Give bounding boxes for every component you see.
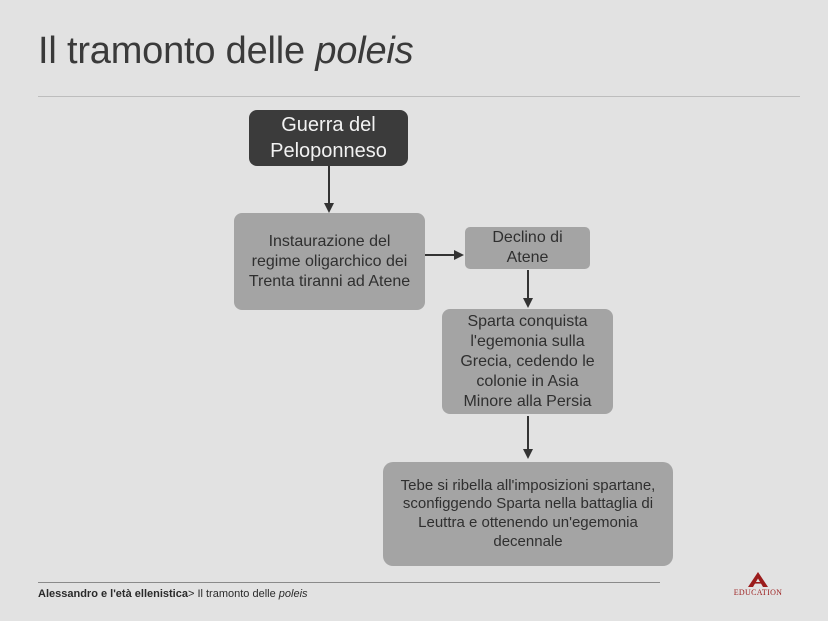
- footer-divider: [38, 582, 660, 583]
- footer-page-italic: poleis: [278, 588, 308, 600]
- footer-section: Alessandro e l'età ellenistica: [38, 588, 188, 600]
- node-label: Guerra del Peloponneso: [270, 114, 387, 162]
- footer-separator: > Il tramonto delle: [187, 588, 279, 600]
- node-label: Declino di Atene: [492, 229, 563, 266]
- node-guerra-del-peloponneso: [249, 110, 408, 166]
- node-tebe-ribella: [383, 462, 673, 566]
- node-label: Tebe si ribella all'imposizioni spartane, sconfiggendo Sparta nella battaglia di Leuttra e ottenendo un'egemonia decennale: [400, 476, 656, 550]
- publisher-logo: [728, 572, 788, 602]
- node-instaurazione: [234, 213, 425, 310]
- node-sparta-egemonia: [442, 309, 613, 414]
- node-declino-di-atene: [465, 227, 590, 269]
- node-label: Instaurazione del regime oligarchico dei Trenta tiranni ad Atene: [248, 232, 411, 290]
- mondadori-a-icon: [748, 572, 768, 587]
- title-italic: poleis: [315, 30, 414, 72]
- node-label: Sparta conquista l'egemonia sulla Grecia, cedendo le colonie in Asia Minore alla Persia: [460, 312, 595, 410]
- title-main: Il tramonto delle: [38, 30, 316, 72]
- footer-breadcrumb: [38, 588, 308, 600]
- logo-text: EDUCATION: [733, 588, 783, 597]
